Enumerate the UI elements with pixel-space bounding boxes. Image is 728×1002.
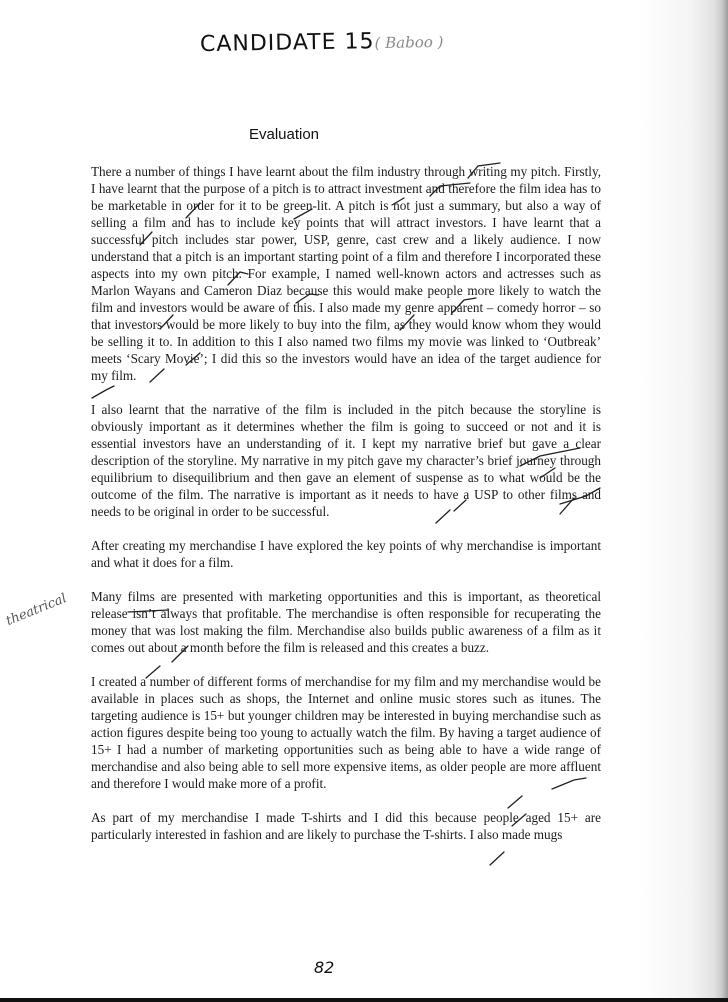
essay-body	[91, 163, 601, 860]
paragraph-1: There a number of things I have learnt about the film industry through writing my pitch. Firstly, I have learnt that the purpose of a pitch is to attract investment and therefore the film idea has to be marketable in order for it to be green-lit. A pitch is not just a summary, but also a way of selling a film and has to include key points that will attract investors. I have learnt that a successful pitch includes star power, USP, genre, cast crew and a likely audience. I now understand that a pitch is an important starting point of a film and therefore I incorporated these aspects into my own pitch. For example, I named well-known actors and actresses such as Marlon Wayans and Cameron Diaz because this would make people more likely to watch the film and investors would be aware of this. I also made my genre apparent – comedy horror – so that investors would be more likely to buy into the film, as they would know whom they would be selling it to. In addition to this I also named two films my movie was linked to ‘Outbreak’ meets ‘Scary Movie’; I did this so the investors would have an idea of the target audience for my film.	[91, 164, 601, 383]
page-title: Evaluation	[248, 126, 320, 143]
candidate-bracket-note: ( Baboo )	[374, 32, 444, 53]
paragraph-2: I also learnt that the narrative of the film is included in the pitch because the storyline is obviously important as it determines whether the film is going to succeed or not and it is essential investors have an understanding of it. I kept my narrative brief but gave a clear description of the storyline. My narrative in my pitch gave my character’s brief journey through equilibrium to disequilibrium and then gave an element of suspense as to what would be the outcome of the film. The narrative is important as it needs to have a USP to other films and needs to be original in order to be successful.	[91, 402, 601, 519]
candidate-label: CANDIDATE 15	[199, 29, 375, 58]
paragraph-3: After creating my merchandise I have explored the key points of why merchandise is important and what it does for a film.	[91, 538, 601, 570]
paragraph-4: Many films are presented with marketing opportunities and this is important, as theoretical release isn’t always that profitable. The merchandise is often responsible for recuperating the money that was lost making the film. Merchandise also builds public awareness of a film as it comes out about a month before the film is released and this creates a buzz.	[91, 589, 601, 655]
page-number: 82	[314, 958, 335, 977]
paragraph-5: I created a number of different forms of merchandise for my film and my merchandise would be available in places such as shops, the Internet and online music stores such as itunes. The targeting audience is 15+ but younger children may be interested in buying merchandise such as action figures despite being too young to actually watch the film. By having a target audience of 15+ I had a number of marketing opportunities such as being able to have a wide range of merchandise and also being able to sell more expensive items, as older people are more affluent and therefore I would make more of a profit.	[91, 674, 601, 791]
page-shadow-edge	[714, 0, 728, 1002]
paragraph-6: As part of my merchandise I made T-shirts and I did this because people aged 15+ are particularly interested in fashion and are likely to purchase the T-shirts. I also made mugs	[91, 810, 601, 842]
candidate-header	[200, 28, 444, 57]
margin-annotation: theatrical	[4, 591, 69, 629]
page-bottom-edge	[0, 998, 728, 1002]
